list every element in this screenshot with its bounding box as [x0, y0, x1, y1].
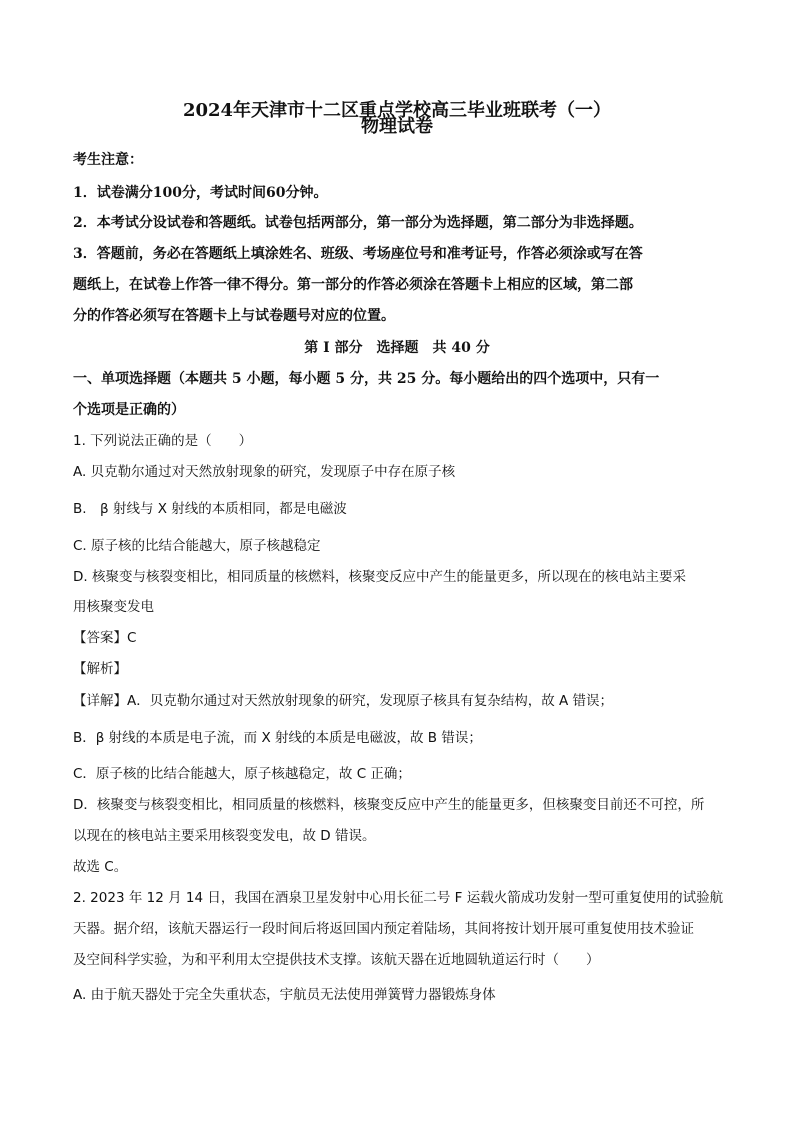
- notice-item: 3．答题前，务必在答题纸上填涂姓名、班级、考场座位号和准考证号，作答必须涂或写在答: [73, 246, 643, 262]
- question-2-stem: 2. 2023 年 12 月 14 日，我国在酒泉卫星发射中心用长征二号 F 运载火箭成功发射一型可重复使用的试验航: [73, 890, 724, 906]
- document-subtitle: 物理试卷: [361, 116, 433, 137]
- question-1-answer: 【答案】C: [73, 630, 137, 646]
- notice-heading: 考生注意：: [73, 152, 143, 168]
- question-2-option-a: A. 由于航天器处于完全失重状态，宇航员无法使用弹簧臂力器锻炼身体: [73, 987, 496, 1003]
- notice-item: 分的作答必须写在答题卡上与试卷题号对应的位置。: [73, 308, 395, 324]
- part-title: 第 I 部分 选择题 共 40 分: [304, 340, 490, 356]
- section-heading: 个选项是正确的）: [73, 402, 185, 418]
- notice-item: 1．试卷满分100分，考试时间60分钟。: [73, 185, 328, 201]
- question-1-analysis-label: 【解析】: [73, 661, 127, 677]
- question-1-detail: D．核聚变与核裂变相比，相同质量的核燃料，核聚变反应中产生的能量更多，但核聚变目前还不可控，所: [73, 797, 705, 813]
- question-2-stem: 天器。据介绍，该航天器运行一段时间后将返回国内预定着陆场，其间将按计划开展可重复使用技术验证: [73, 921, 694, 937]
- question-1-option-d: D. 核聚变与核裂变相比，相同质量的核燃料，核聚变反应中产生的能量更多，所以现在的核电站主要采: [73, 569, 686, 585]
- question-1-stem: 1. 下列说法正确的是（ ）: [73, 433, 253, 449]
- question-1-option-a: A. 贝克勒尔通过对天然放射现象的研究，发现原子中存在原子核: [73, 464, 456, 480]
- section-heading: 一、单项选择题（本题共 5 小题，每小题 5 分，共 25 分。每小题给出的四个选项中，只有一: [73, 371, 660, 387]
- notice-item: 题纸上，在试卷上作答一律不得分。第一部分的作答必须涂在答题卡上相应的区域，第二部: [73, 277, 633, 293]
- document-title: 2024年天津市十二区重点学校高三毕业班联考（一）: [182, 100, 612, 121]
- question-1-conclusion: 故选 C。: [73, 859, 128, 875]
- question-2-stem: 及空间科学实验，为和平利用太空提供技术支撑。该航天器在近地圆轨道运行时（ ）: [73, 952, 600, 968]
- question-1-option-d-cont: 用核聚变发电: [73, 599, 154, 615]
- notice-item: 2．本考试分设试卷和答题纸。试卷包括两部分，第一部分为选择题，第二部分为非选择题。: [73, 215, 643, 231]
- question-1-detail: 【详解】A．贝克勒尔通过对天然放射现象的研究，发现原子核具有复杂结构，故 A 错误；: [73, 693, 614, 709]
- question-1-option-c: C. 原子核的比结合能越大，原子核越稳定: [73, 538, 321, 554]
- question-1-detail: 以现在的核电站主要采用核裂变发电，故 D 错误。: [73, 828, 376, 844]
- question-1-detail: C．原子核的比结合能越大，原子核越稳定，故 C 正确；: [73, 766, 411, 782]
- question-1-detail: B．β 射线的本质是电子流，而 X 射线的本质是电磁波，故 B 错误；: [73, 730, 482, 746]
- question-1-option-b: B. β 射线与 X 射线的本质相同，都是电磁波: [73, 501, 347, 517]
